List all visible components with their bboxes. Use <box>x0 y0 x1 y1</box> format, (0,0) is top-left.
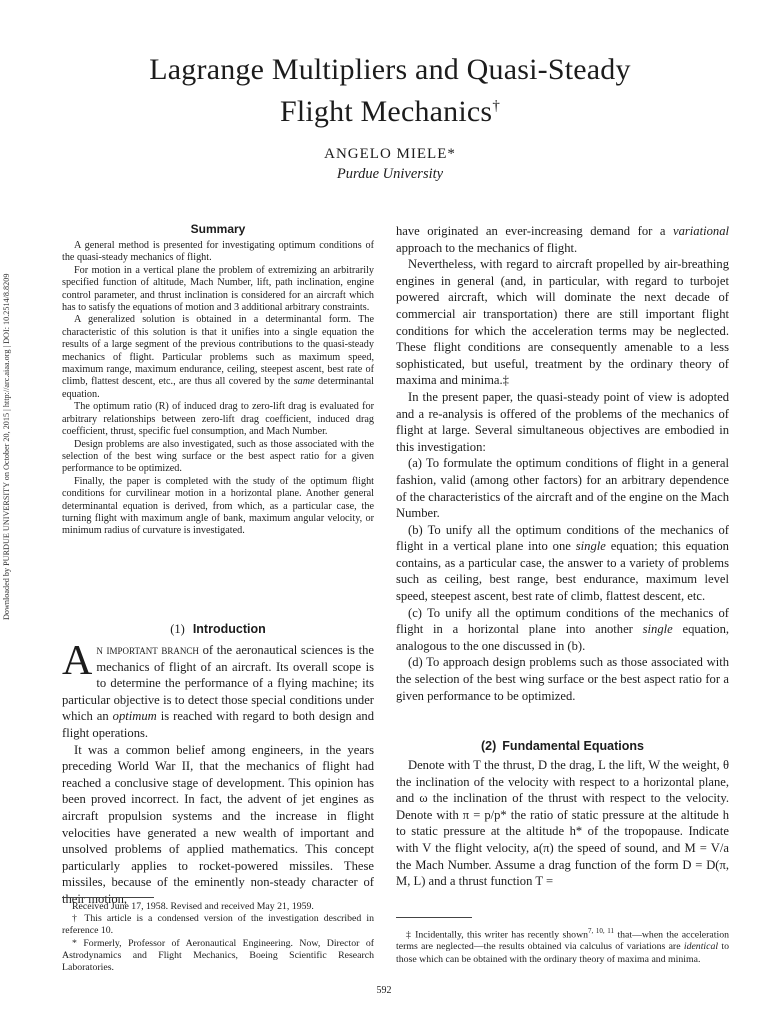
section-number: (2) <box>481 739 497 753</box>
section-number: (1) <box>170 622 185 636</box>
body-paragraph: An important branch of the aeronautical sciences is the mechanics of flight of an aircraft. Its overall scope is to determine the performance of a flying machine; its particular objective is to detect those special conditions under which an optimum is reached with regard to both design and flight operations. <box>62 638 375 740</box>
summary-paragraph: Finally, the paper is completed with the study of the optimum flight conditions for curvilinear motion in a horizontal plane. Another general determinantal equation is derived, from which, as a particular case, the turning flight with maximum angle of bank, maximum angular velocity, or minimum radius of curvature is investigated. <box>62 475 374 537</box>
footnote-divider <box>62 897 154 898</box>
section-title: Fundamental Equations <box>502 739 644 753</box>
summary-section <box>62 240 374 538</box>
body-paragraph: In the present paper, the quasi-steady point of view is adopted and a re-analysis is offered of the problems of the mechanics of flight at large. Several simultaneous objectives are embodied in this investigation: <box>396 389 729 454</box>
footnote: * Formerly, Professor of Aeronautical Engineering. Now, Director of Astrodynamics and Flight Mechanics, Boeing Scientific Research Laboratories. <box>62 937 374 974</box>
body-paragraph: Denote with T the thrust, D the drag, L the lift, W the weight, θ the inclination of the velocity with respect to a horizontal plane, and ω the inclination of the thrust with respect to the velocity. Denote with π = p/p* the ratio of static pressure at the altitude h to static pressure at the altitude h* of the tropopause. Indicate with V the flight velocity, a(π) the speed of sound, and M = V/a the Mach Number. Assume a drag function of the form D = D(π, M, L) and a thrust function T = <box>396 758 729 889</box>
footnote: ‡ Incidentally, this writer has recently shown$^{7, 10, 11}$ that—when the acceleration terms are neglected—the results obtained via calculus of variations are identical to those which can be obtained with the ordinary theory of maxima and minima. <box>396 927 730 965</box>
objective-item: (b) To unify all the optimum conditions of the mechanics of flight in a vertical plane into one single equation; this equation contains, as a particular case, the answer to a variety of problems such as ceiling, best range, best endurance, maximum level speed, steepest ascent, best rate of climb, flattest descent, etc. <box>396 522 729 604</box>
footnotes-left <box>62 901 374 974</box>
introduction-section <box>62 638 375 908</box>
author-name: ANGELO MIELE* <box>324 146 456 162</box>
body-paragraph: have originated an ever-increasing demand for a variational approach to the mechanics of flight. <box>396 224 729 255</box>
title-footnote-mark: † <box>492 98 501 114</box>
summary-paragraph: For motion in a vertical plane the problem of extremizing an arbitrarily specified function of altitude, Mach Number, lift, path inclination, engine control parameter, and thrust inclination is considered for an aircraft which has to satisfy the equations of motion and 3 additional arbitrary constraints. <box>62 264 374 314</box>
title-line-2: Flight Mechanics <box>279 95 493 128</box>
fundamental-equations-heading <box>396 739 729 753</box>
paper-title <box>60 52 720 130</box>
footnote: Received June 17, 1958. Revised and received May 21, 1959. <box>72 901 314 912</box>
section-title: Introduction <box>192 622 266 636</box>
right-column <box>396 223 729 704</box>
summary-heading: Summary <box>190 222 246 236</box>
title-line-1: Lagrange Multipliers and Quasi-Steady <box>149 53 631 86</box>
summary-paragraph: A generalized solution is obtained in a determinantal form. The characteristic of this solution is that it unifies into a single equation the results of a large segment of the previous contributions to the quasi-steady mechanics of flight. Particular problems such as maximum speed, maximum range, maximum endurance, ceiling, steepest ascent, best rate of climb, flattest descent, etc., are thus all covered by the same determinantal equation. <box>62 314 375 400</box>
download-stamp: Downloaded by PURDUE UNIVERSITY on October 20, 2015 | http://arc.aiaa.org | DOI: 10.2514/8.8209 <box>2 273 11 620</box>
page-number: 592 <box>376 985 392 996</box>
objective-item: (a) To formulate the optimum conditions of flight in a general fashion, valid (among other factors) for an arbitrary dependence of the characteristics of the aircraft and of the engine on the Mach Number. <box>396 456 729 521</box>
objective-item: (c) To unify all the optimum conditions of the mechanics of flight in a horizontal plane into another single equation, analogous to the one discussed in (b). <box>396 605 730 653</box>
summary-paragraph: Design problems are also investigated, such as those associated with the selection of the best wing surface or the best aspect ratio for a given performance to be optimized. <box>62 438 374 475</box>
footnotes-right <box>396 925 729 966</box>
body-paragraph: It was a common belief among engineers, in the years preceding World War II, that the mechanics of flight had reached a conclusive stage of development. This opinion has been proved incorrect. In fact, the advent of jet engines as aircraft propulsion systems and the increase in flight velocities have generated a new wealth of important and unsolved problems of applied mathematics. This concept particularly applies to rocket-powered missiles. These missiles, because of the eminently non-steady character of their motion, <box>62 742 374 906</box>
fundamental-equations-section <box>396 757 729 890</box>
drop-cap: A <box>62 638 93 684</box>
body-paragraph: Nevertheless, with regard to aircraft propelled by air-breathing engines in general (and, in particular, with regard to turbojet powered aircraft, which will dominate the next decade of commercial air transportation) there are still important flight conditions for which the acceleration terms may be neglected. These flight conditions are consequently amenable to a less sophisticated, but useful, treatment by the ordinary theory of maxima and minima.‡ <box>396 257 729 388</box>
introduction-heading <box>62 622 374 637</box>
objective-item: (d) To approach design problems such as those associated with the selection of the best wing surface or the best aspect ratio for a given performance to be optimized. <box>396 655 729 703</box>
summary-paragraph: A general method is presented for investigating optimum conditions of the quasi-steady mechanics of flight. <box>62 240 374 264</box>
footnote: † This article is a condensed version of the investigation described in reference 10. <box>62 913 374 937</box>
summary-paragraph: The optimum ratio (R) of induced drag to zero-lift drag is evaluated for arbitrary relationships between zero-lift drag coefficient, induced drag coefficient, thrust, specific fuel consumption, and Mach Number. <box>62 401 374 438</box>
footnote-divider <box>396 917 472 918</box>
author-affiliation: Purdue University <box>336 166 444 182</box>
